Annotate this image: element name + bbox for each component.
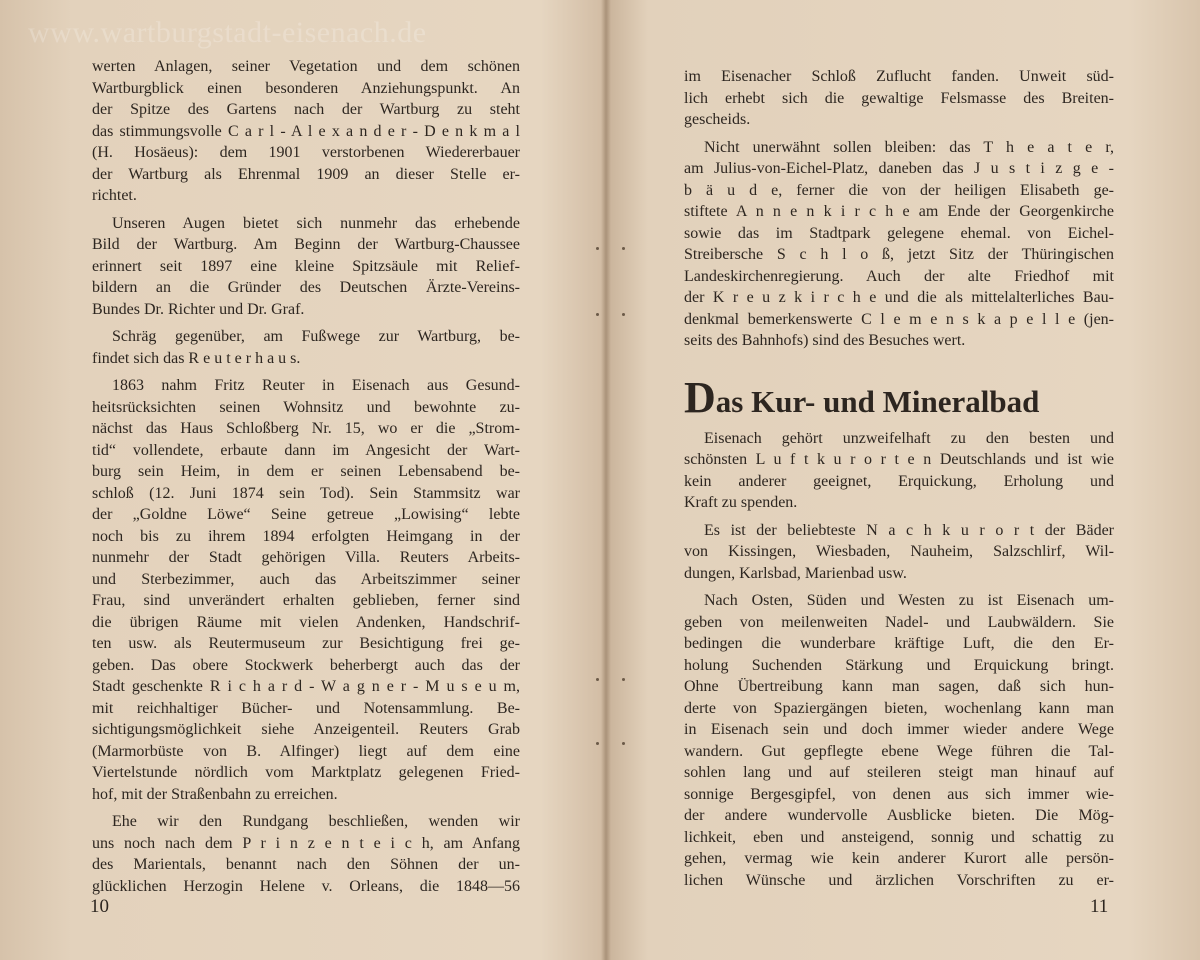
text-line: im Eisenacher Schloß Zuflucht fanden. Unweit süd- (684, 68, 1114, 85)
text-line: sowie das im Stadtpark gelegene ehemal. von Eichel- (684, 224, 1114, 242)
heading-rest: as Kur- und Mineralbad (715, 383, 1040, 419)
text-line: nunmehr der Stadt gehörigen Villa. Reuters Arbeits- (92, 549, 520, 566)
print-mark (622, 742, 625, 745)
page-number-left: 10 (90, 896, 109, 917)
text-line: seits des Bahnhofs) sind des Besuches wert. (684, 332, 966, 349)
text-line: werten Anlagen, seiner Vegetation und dem schönen (92, 58, 520, 75)
text-line: Wartburgblick einen besonderen Anziehungspunkt. An (92, 79, 520, 97)
text-line: am Julius-von-Eichel-Platz, daneben das J u s t i z g e - (684, 160, 1114, 177)
text-line: geben. Das obere Stockwerk beherbergt auch das der (92, 656, 520, 674)
text-line: Nach Osten, Süden und Westen zu ist Eisenach um- (704, 592, 1114, 609)
print-mark (596, 313, 599, 316)
text-line: der „Goldne Löwe“ Seine getreue „Lowising“ lebte (92, 506, 520, 523)
right-page-text-bottom (684, 428, 1114, 892)
left-page-text (92, 56, 520, 897)
text-line: Viertelstunde nördlich vom Marktplatz gelegenen Fried- (92, 764, 520, 781)
text-line: findet sich das R e u t e r h a u s. (92, 349, 301, 367)
text-line: Ohne Übertreibung kann man sagen, daß sich hun- (684, 678, 1114, 695)
text-line: Eisenach gehört unzweifelhaft zu den besten und (704, 429, 1114, 447)
text-line: noch bis zu ihrem 1894 erfolgten Heimgang in der (92, 527, 520, 545)
text-line: lichen Wünsche und ärzlichen Vorschriften zu er- (684, 871, 1114, 889)
section-heading (684, 372, 1114, 422)
text-line: Bild der Wartburg. Am Beginn der Wartburg-Chaussee (92, 236, 520, 253)
text-line: 1863 nahm Fritz Reuter in Eisenach aus Gesund- (112, 377, 520, 394)
text-line: erinnert seit 1897 eine kleine Spitzsäule mit Relief- (92, 257, 520, 275)
text-line: Schräg gegenüber, am Fußwege zur Wartburg, be- (112, 328, 520, 345)
text-line: Es ist der beliebteste N a c h k u r o r t der Bäder (704, 521, 1114, 539)
text-line: holung Suchenden Stärkung und Erquickung bringt. (684, 656, 1114, 674)
text-line: Nicht unerwähnt sollen bleiben: das T h e a t e r, (704, 138, 1114, 156)
text-line: des Marientals, benannt nach den Söhnen der un- (92, 856, 520, 873)
right-page-text-top (684, 66, 1114, 352)
text-line: die übrigen Räume mit vielen Andenken, Handschrif- (92, 613, 520, 631)
text-line: Kraft zu spenden. (684, 494, 798, 511)
text-line: Stadt geschenkte R i c h a r d - W a g n e r - M u s e u m, (92, 678, 520, 695)
print-mark (596, 247, 599, 250)
text-line: geben von meilenweiten Nadel- und Laubwäldern. Sie (684, 613, 1114, 631)
text-line: glücklichen Herzogin Helene v. Orleans, die 1848—56 (92, 877, 520, 895)
text-line: und Sterbezimmer, auch das Arbeitszimmer seiner (92, 570, 520, 588)
text-line: b ä u d e, ferner die von der heiligen Elisabeth ge- (684, 181, 1114, 199)
print-mark (622, 313, 625, 316)
print-mark (622, 678, 625, 681)
text-line: ten usw. als Reutermuseum zur Besichtigung frei ge- (92, 635, 520, 652)
text-line: bildern an die Gründer des Deutschen Ärzte-Vereins- (92, 279, 520, 296)
right-page-text (684, 66, 1114, 891)
text-line: sichtigungsmöglichkeit siehe Anzeigenteil. Reuters Grab (92, 721, 520, 738)
text-line: Streibersche S c h l o ß, jetzt Sitz der Thüringischen (684, 246, 1114, 263)
print-mark (596, 742, 599, 745)
text-line: tid“ vollendete, erbaute dann im Angesicht der Wart- (92, 441, 520, 459)
text-line: das stimmungsvolle C a r l - A l e x a n d e r - D e n k m a l (92, 122, 520, 140)
text-line: Unseren Augen bietet sich nunmehr das erhebende (112, 214, 520, 232)
page-number-right: 11 (1090, 896, 1109, 917)
text-line: schönsten L u f t k u r o r t e n Deutschlands und ist wie (684, 451, 1114, 468)
text-line: gehen, vermag wie kein anderer Kurort alle persön- (684, 850, 1114, 867)
text-line: richtet. (92, 187, 137, 204)
text-line: der Wartburg als Ehrenmal 1909 an dieser Stelle er- (92, 165, 520, 183)
text-line: heitsrücksichten seinen Wohnsitz und bewohnte zu- (92, 398, 520, 416)
text-line: sohlen lang und auf steileren steigt man hinauf auf (684, 764, 1114, 781)
text-line: Ehe wir den Rundgang beschließen, wenden wir (112, 813, 520, 830)
text-line: der andere wundervolle Ausblicke bieten. Die Mög- (684, 807, 1114, 824)
text-line: dungen, Karlsbad, Marienbad usw. (684, 564, 907, 582)
print-mark (622, 247, 625, 250)
text-line: wandern. Gut gepflegte ebene Wege führen die Tal- (684, 742, 1114, 760)
text-line: stiftete A n n e n k i r c h e am Ende der Georgenkirche (684, 203, 1114, 220)
text-line: schloß (12. Juni 1874 sein Tod). Sein Stammsitz war (92, 484, 520, 502)
text-line: nächst das Haus Schloßberg Nr. 15, wo er die „Strom- (92, 420, 520, 437)
text-line: mit reichhaltiger Bücher- und Notensammlung. Be- (92, 699, 520, 717)
text-line: lichkeit, eben und ansteigend, sonnig und schattig zu (684, 828, 1114, 846)
text-line: Frau, sind unverändert erhalten geblieben, ferner sind (92, 592, 520, 609)
text-line: derte von Spaziergängen bieten, wochenlang kann man (684, 699, 1114, 717)
text-line: lich erhebt sich die gewaltige Felsmasse des Breiten- (684, 89, 1114, 107)
right-page (606, 0, 1200, 960)
text-line: (H. Hosäeus): dem 1901 verstorbenen Wiedererbauer (92, 144, 520, 161)
text-line: der Spitze des Gartens nach der Wartburg zu steht (92, 101, 520, 118)
text-line: sonnige Bergesgipfel, von denen aus sich immer wie- (684, 785, 1114, 803)
print-mark (596, 678, 599, 681)
text-line: kein anderer geeignet, Erquickung, Erholung und (684, 472, 1114, 490)
text-line: Bundes Dr. Richter und Dr. Graf. (92, 300, 305, 318)
text-line: von Kissingen, Wiesbaden, Nauheim, Salzschlirf, Wil- (684, 543, 1114, 560)
text-line: der K r e u z k i r c h e und die als mittelalterliches Bau- (684, 289, 1114, 306)
text-line: Landeskirchenregierung. Auch der alte Friedhof mit (684, 267, 1114, 285)
text-line: uns noch nach dem P r i n z e n t e i c h, am Anfang (92, 834, 520, 852)
text-line: gescheids. (684, 111, 751, 128)
text-line: in Eisenach sein und doch immer wieder andere Wege (684, 721, 1114, 738)
watermark: www.wartburgstadt-eisenach.de (28, 16, 427, 49)
text-line: burg sein Heim, in dem er seinen Lebensabend be- (92, 463, 520, 480)
text-line: denkmal bemerkenswerte C l e m e n s k a p e l l e (jen- (684, 310, 1114, 328)
heading-initial: D (684, 372, 716, 422)
text-line: hof, mit der Straßenbahn zu erreichen. (92, 785, 338, 803)
text-line: (Marmorbüste von B. Alfinger) liegt auf dem eine (92, 742, 520, 760)
text-line: bedingen die wunderbare kräftige Luft, die den Er- (684, 635, 1114, 652)
